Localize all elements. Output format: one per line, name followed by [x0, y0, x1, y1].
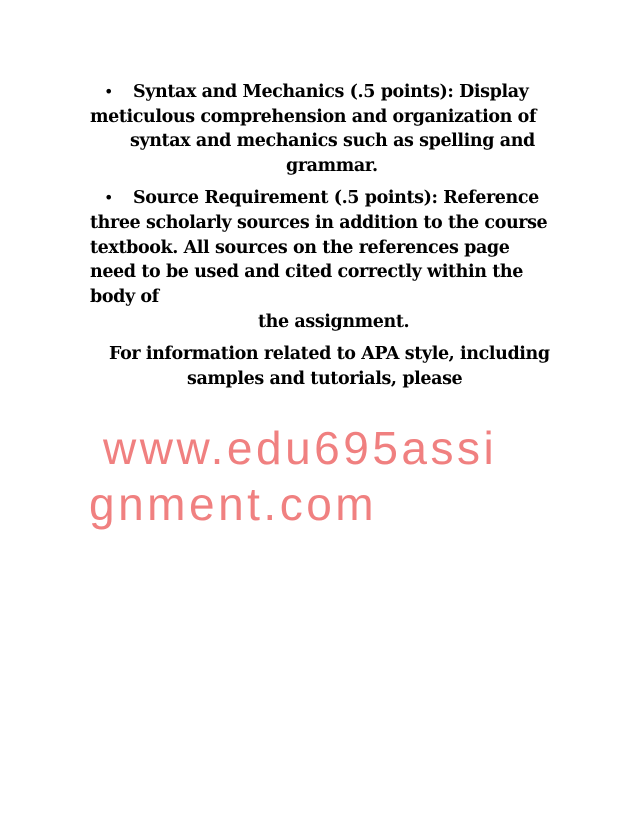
item-1-line-4: grammar. — [286, 156, 378, 176]
item-1-line-2: meticulous comprehension and organization of — [90, 107, 537, 127]
bullet-icon: • — [104, 188, 114, 207]
watermark-line-2: gnment.com — [89, 478, 378, 530]
item-1-line-1: Syntax and Mechanics (.5 points): Display — [133, 82, 529, 102]
watermark-line-1: www.edu695assi — [103, 422, 498, 474]
apa-note-line-1: For information related to APA style, including — [109, 344, 550, 364]
bullet-icon: • — [104, 82, 114, 101]
item-2-line-3: textbook. All sources on the references page — [90, 238, 510, 258]
item-1-line-3: syntax and mechanics such as spelling and — [130, 131, 535, 151]
item-2-line-6: the assignment. — [258, 312, 410, 332]
apa-note-line-2: samples and tutorials, please — [187, 369, 463, 389]
item-2-line-2: three scholarly sources in addition to the course — [90, 213, 548, 233]
item-2-line-5: body of — [90, 287, 159, 307]
item-2-line-4: need to be used and cited correctly within the — [90, 262, 523, 282]
item-2-line-1: Source Requirement (.5 points): Reference — [133, 188, 539, 208]
